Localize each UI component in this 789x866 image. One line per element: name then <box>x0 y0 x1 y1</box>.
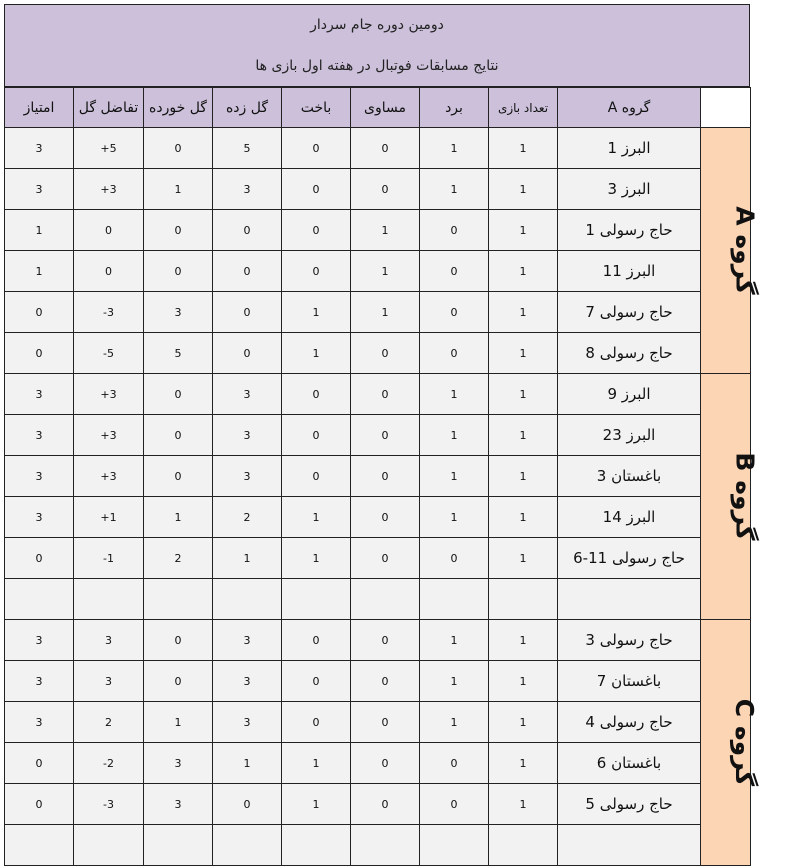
played-cell: 1 <box>489 210 558 251</box>
points-cell: 3 <box>5 661 74 702</box>
played-cell: 1 <box>489 251 558 292</box>
empty-cell <box>5 825 74 866</box>
header-team: گروه A <box>558 88 701 128</box>
goal-diff-cell: 0 <box>74 210 144 251</box>
goal-diff-cell: +3 <box>74 415 144 456</box>
goals-against-cell: 3 <box>144 292 213 333</box>
team-name-cell: حاج رسولی 11-6 <box>558 538 701 579</box>
goal-diff-cell: +3 <box>74 374 144 415</box>
drawn-cell: 0 <box>351 661 420 702</box>
goals-against-cell: 0 <box>144 456 213 497</box>
goals-for-cell: 1 <box>213 538 282 579</box>
played-cell: 1 <box>489 169 558 210</box>
goal-diff-cell: -1 <box>74 538 144 579</box>
empty-cell <box>213 825 282 866</box>
goals-against-cell: 1 <box>144 702 213 743</box>
drawn-cell: 0 <box>351 333 420 374</box>
team-name-cell: البرز 23 <box>558 415 701 456</box>
table-row <box>5 497 751 538</box>
empty-cell <box>558 825 701 866</box>
table-row <box>5 456 751 497</box>
won-cell: 1 <box>420 128 489 169</box>
drawn-cell: 1 <box>351 292 420 333</box>
points-cell: 3 <box>5 620 74 661</box>
goals-against-cell: 2 <box>144 538 213 579</box>
won-cell: 0 <box>420 210 489 251</box>
won-cell: 1 <box>420 374 489 415</box>
goals-for-cell: 0 <box>213 251 282 292</box>
team-name-cell: حاج رسولی 1 <box>558 210 701 251</box>
points-cell: 0 <box>5 743 74 784</box>
table-row <box>5 128 751 169</box>
lost-cell: 0 <box>282 169 351 210</box>
drawn-cell: 0 <box>351 374 420 415</box>
goal-diff-cell: +3 <box>74 456 144 497</box>
lost-cell: 1 <box>282 784 351 825</box>
goals-against-cell: 3 <box>144 784 213 825</box>
empty-cell <box>420 825 489 866</box>
won-cell: 0 <box>420 784 489 825</box>
group-label-cell <box>701 374 760 620</box>
title-banner <box>4 4 750 87</box>
points-cell: 3 <box>5 374 74 415</box>
drawn-cell: 0 <box>351 784 420 825</box>
goal-diff-cell: 0 <box>74 251 144 292</box>
empty-cell <box>420 579 489 620</box>
header-goals-against: گل خورده <box>144 88 213 128</box>
goals-against-cell: 0 <box>144 620 213 661</box>
group-label: گروه B <box>730 452 760 541</box>
goals-for-cell: 2 <box>213 497 282 538</box>
team-name-cell: حاج رسولی 8 <box>558 333 701 374</box>
goals-against-cell: 0 <box>144 661 213 702</box>
empty-row <box>5 825 751 866</box>
empty-cell <box>74 579 144 620</box>
table-row <box>5 661 751 702</box>
team-name-cell: البرز 9 <box>558 374 701 415</box>
team-name-cell: حاج رسولی 4 <box>558 702 701 743</box>
team-name-cell: حاج رسولی 5 <box>558 784 701 825</box>
played-cell: 1 <box>489 661 558 702</box>
drawn-cell: 1 <box>351 210 420 251</box>
drawn-cell: 0 <box>351 620 420 661</box>
group-label-cell <box>701 620 760 866</box>
played-cell: 1 <box>489 333 558 374</box>
lost-cell: 0 <box>282 415 351 456</box>
goals-for-cell: 3 <box>213 702 282 743</box>
points-cell: 0 <box>5 292 74 333</box>
goal-diff-cell: +3 <box>74 169 144 210</box>
lost-cell: 0 <box>282 456 351 497</box>
standings-body <box>5 128 760 866</box>
played-cell: 1 <box>489 743 558 784</box>
header-goals-for: گل زده <box>213 88 282 128</box>
goals-for-cell: 3 <box>213 456 282 497</box>
goal-diff-cell: -3 <box>74 784 144 825</box>
goals-against-cell: 0 <box>144 374 213 415</box>
goal-diff-cell: -3 <box>74 292 144 333</box>
group-label: گروه A <box>730 206 760 295</box>
team-name-cell: البرز 14 <box>558 497 701 538</box>
played-cell: 1 <box>489 456 558 497</box>
goal-diff-cell: 3 <box>74 620 144 661</box>
goals-for-cell: 5 <box>213 128 282 169</box>
goals-for-cell: 0 <box>213 210 282 251</box>
team-name-cell: البرز 1 <box>558 128 701 169</box>
empty-cell <box>351 579 420 620</box>
won-cell: 0 <box>420 251 489 292</box>
goals-against-cell: 5 <box>144 333 213 374</box>
drawn-cell: 0 <box>351 702 420 743</box>
group-label: گروه C <box>730 698 760 787</box>
team-name-cell: باغستان 3 <box>558 456 701 497</box>
won-cell: 1 <box>420 702 489 743</box>
goals-for-cell: 1 <box>213 743 282 784</box>
table-row <box>5 292 751 333</box>
goal-diff-cell: +1 <box>74 497 144 538</box>
header-lost: باخت <box>282 88 351 128</box>
lost-cell: 0 <box>282 702 351 743</box>
empty-row <box>5 579 751 620</box>
table-row <box>5 333 751 374</box>
points-cell: 0 <box>5 333 74 374</box>
table-row <box>5 784 751 825</box>
won-cell: 1 <box>420 456 489 497</box>
lost-cell: 1 <box>282 497 351 538</box>
goals-against-cell: 0 <box>144 415 213 456</box>
goals-against-cell: 1 <box>144 497 213 538</box>
goals-against-cell: 3 <box>144 743 213 784</box>
points-cell: 0 <box>5 538 74 579</box>
goal-diff-cell: 2 <box>74 702 144 743</box>
table-row <box>5 415 751 456</box>
won-cell: 1 <box>420 415 489 456</box>
goals-for-cell: 3 <box>213 374 282 415</box>
points-cell: 3 <box>5 415 74 456</box>
points-cell: 3 <box>5 702 74 743</box>
goal-diff-cell: +5 <box>74 128 144 169</box>
standings-table <box>4 87 760 866</box>
drawn-cell: 1 <box>351 251 420 292</box>
points-cell: 1 <box>5 210 74 251</box>
table-row <box>5 374 751 415</box>
empty-cell <box>489 825 558 866</box>
goal-diff-cell: 3 <box>74 661 144 702</box>
table-row <box>5 210 751 251</box>
drawn-cell: 0 <box>351 456 420 497</box>
drawn-cell: 0 <box>351 743 420 784</box>
team-name-cell: حاج رسولی 7 <box>558 292 701 333</box>
won-cell: 1 <box>420 620 489 661</box>
tournament-title: دومین دوره جام سردار <box>310 17 444 33</box>
drawn-cell: 0 <box>351 538 420 579</box>
table-row <box>5 538 751 579</box>
lost-cell: 0 <box>282 251 351 292</box>
team-name-cell: البرز 11 <box>558 251 701 292</box>
goals-for-cell: 0 <box>213 784 282 825</box>
empty-cell <box>489 579 558 620</box>
header-drawn: مساوی <box>351 88 420 128</box>
played-cell: 1 <box>489 702 558 743</box>
results-subtitle: نتایج مسابقات فوتبال در هفته اول بازی ها <box>255 58 499 74</box>
lost-cell: 1 <box>282 292 351 333</box>
won-cell: 1 <box>420 661 489 702</box>
played-cell: 1 <box>489 620 558 661</box>
table-row <box>5 702 751 743</box>
lost-cell: 1 <box>282 333 351 374</box>
played-cell: 1 <box>489 784 558 825</box>
empty-cell <box>5 579 74 620</box>
played-cell: 1 <box>489 374 558 415</box>
goal-diff-cell: -2 <box>74 743 144 784</box>
goal-diff-cell: -5 <box>74 333 144 374</box>
table-row <box>5 743 751 784</box>
goals-for-cell: 3 <box>213 620 282 661</box>
table-row <box>5 620 751 661</box>
goals-for-cell: 3 <box>213 415 282 456</box>
lost-cell: 0 <box>282 620 351 661</box>
points-cell: 0 <box>5 784 74 825</box>
lost-cell: 1 <box>282 743 351 784</box>
won-cell: 0 <box>420 292 489 333</box>
team-name-cell: باغستان 6 <box>558 743 701 784</box>
points-cell: 3 <box>5 128 74 169</box>
goals-against-cell: 1 <box>144 169 213 210</box>
empty-cell <box>351 825 420 866</box>
won-cell: 0 <box>420 743 489 784</box>
drawn-cell: 0 <box>351 415 420 456</box>
points-cell: 3 <box>5 497 74 538</box>
drawn-cell: 0 <box>351 128 420 169</box>
played-cell: 1 <box>489 292 558 333</box>
header-blank-cell <box>701 88 751 128</box>
table-row <box>5 251 751 292</box>
team-name-cell: حاج رسولی 3 <box>558 620 701 661</box>
lost-cell: 0 <box>282 661 351 702</box>
empty-cell <box>282 825 351 866</box>
lost-cell: 1 <box>282 538 351 579</box>
played-cell: 1 <box>489 497 558 538</box>
goals-for-cell: 0 <box>213 333 282 374</box>
empty-cell <box>144 825 213 866</box>
lost-cell: 0 <box>282 374 351 415</box>
goals-for-cell: 0 <box>213 292 282 333</box>
played-cell: 1 <box>489 128 558 169</box>
lost-cell: 0 <box>282 210 351 251</box>
empty-cell <box>74 825 144 866</box>
points-cell: 3 <box>5 456 74 497</box>
won-cell: 1 <box>420 169 489 210</box>
group-label-cell <box>701 128 760 374</box>
empty-cell <box>282 579 351 620</box>
header-played: تعداد بازی <box>489 88 558 128</box>
goals-for-cell: 3 <box>213 661 282 702</box>
won-cell: 0 <box>420 538 489 579</box>
drawn-cell: 0 <box>351 497 420 538</box>
header-won: برد <box>420 88 489 128</box>
goals-against-cell: 0 <box>144 128 213 169</box>
header-goal-diff: تفاضل گل <box>74 88 144 128</box>
team-name-cell: البرز 3 <box>558 169 701 210</box>
header-row <box>5 88 751 128</box>
won-cell: 0 <box>420 333 489 374</box>
played-cell: 1 <box>489 415 558 456</box>
lost-cell: 0 <box>282 128 351 169</box>
empty-cell <box>213 579 282 620</box>
team-name-cell: باغستان 7 <box>558 661 701 702</box>
drawn-cell: 0 <box>351 169 420 210</box>
points-cell: 3 <box>5 169 74 210</box>
table-row <box>5 169 751 210</box>
empty-cell <box>558 579 701 620</box>
goals-for-cell: 3 <box>213 169 282 210</box>
goals-against-cell: 0 <box>144 210 213 251</box>
played-cell: 1 <box>489 538 558 579</box>
empty-cell <box>144 579 213 620</box>
goals-against-cell: 0 <box>144 251 213 292</box>
won-cell: 1 <box>420 497 489 538</box>
points-cell: 1 <box>5 251 74 292</box>
header-points: امتیاز <box>5 88 74 128</box>
